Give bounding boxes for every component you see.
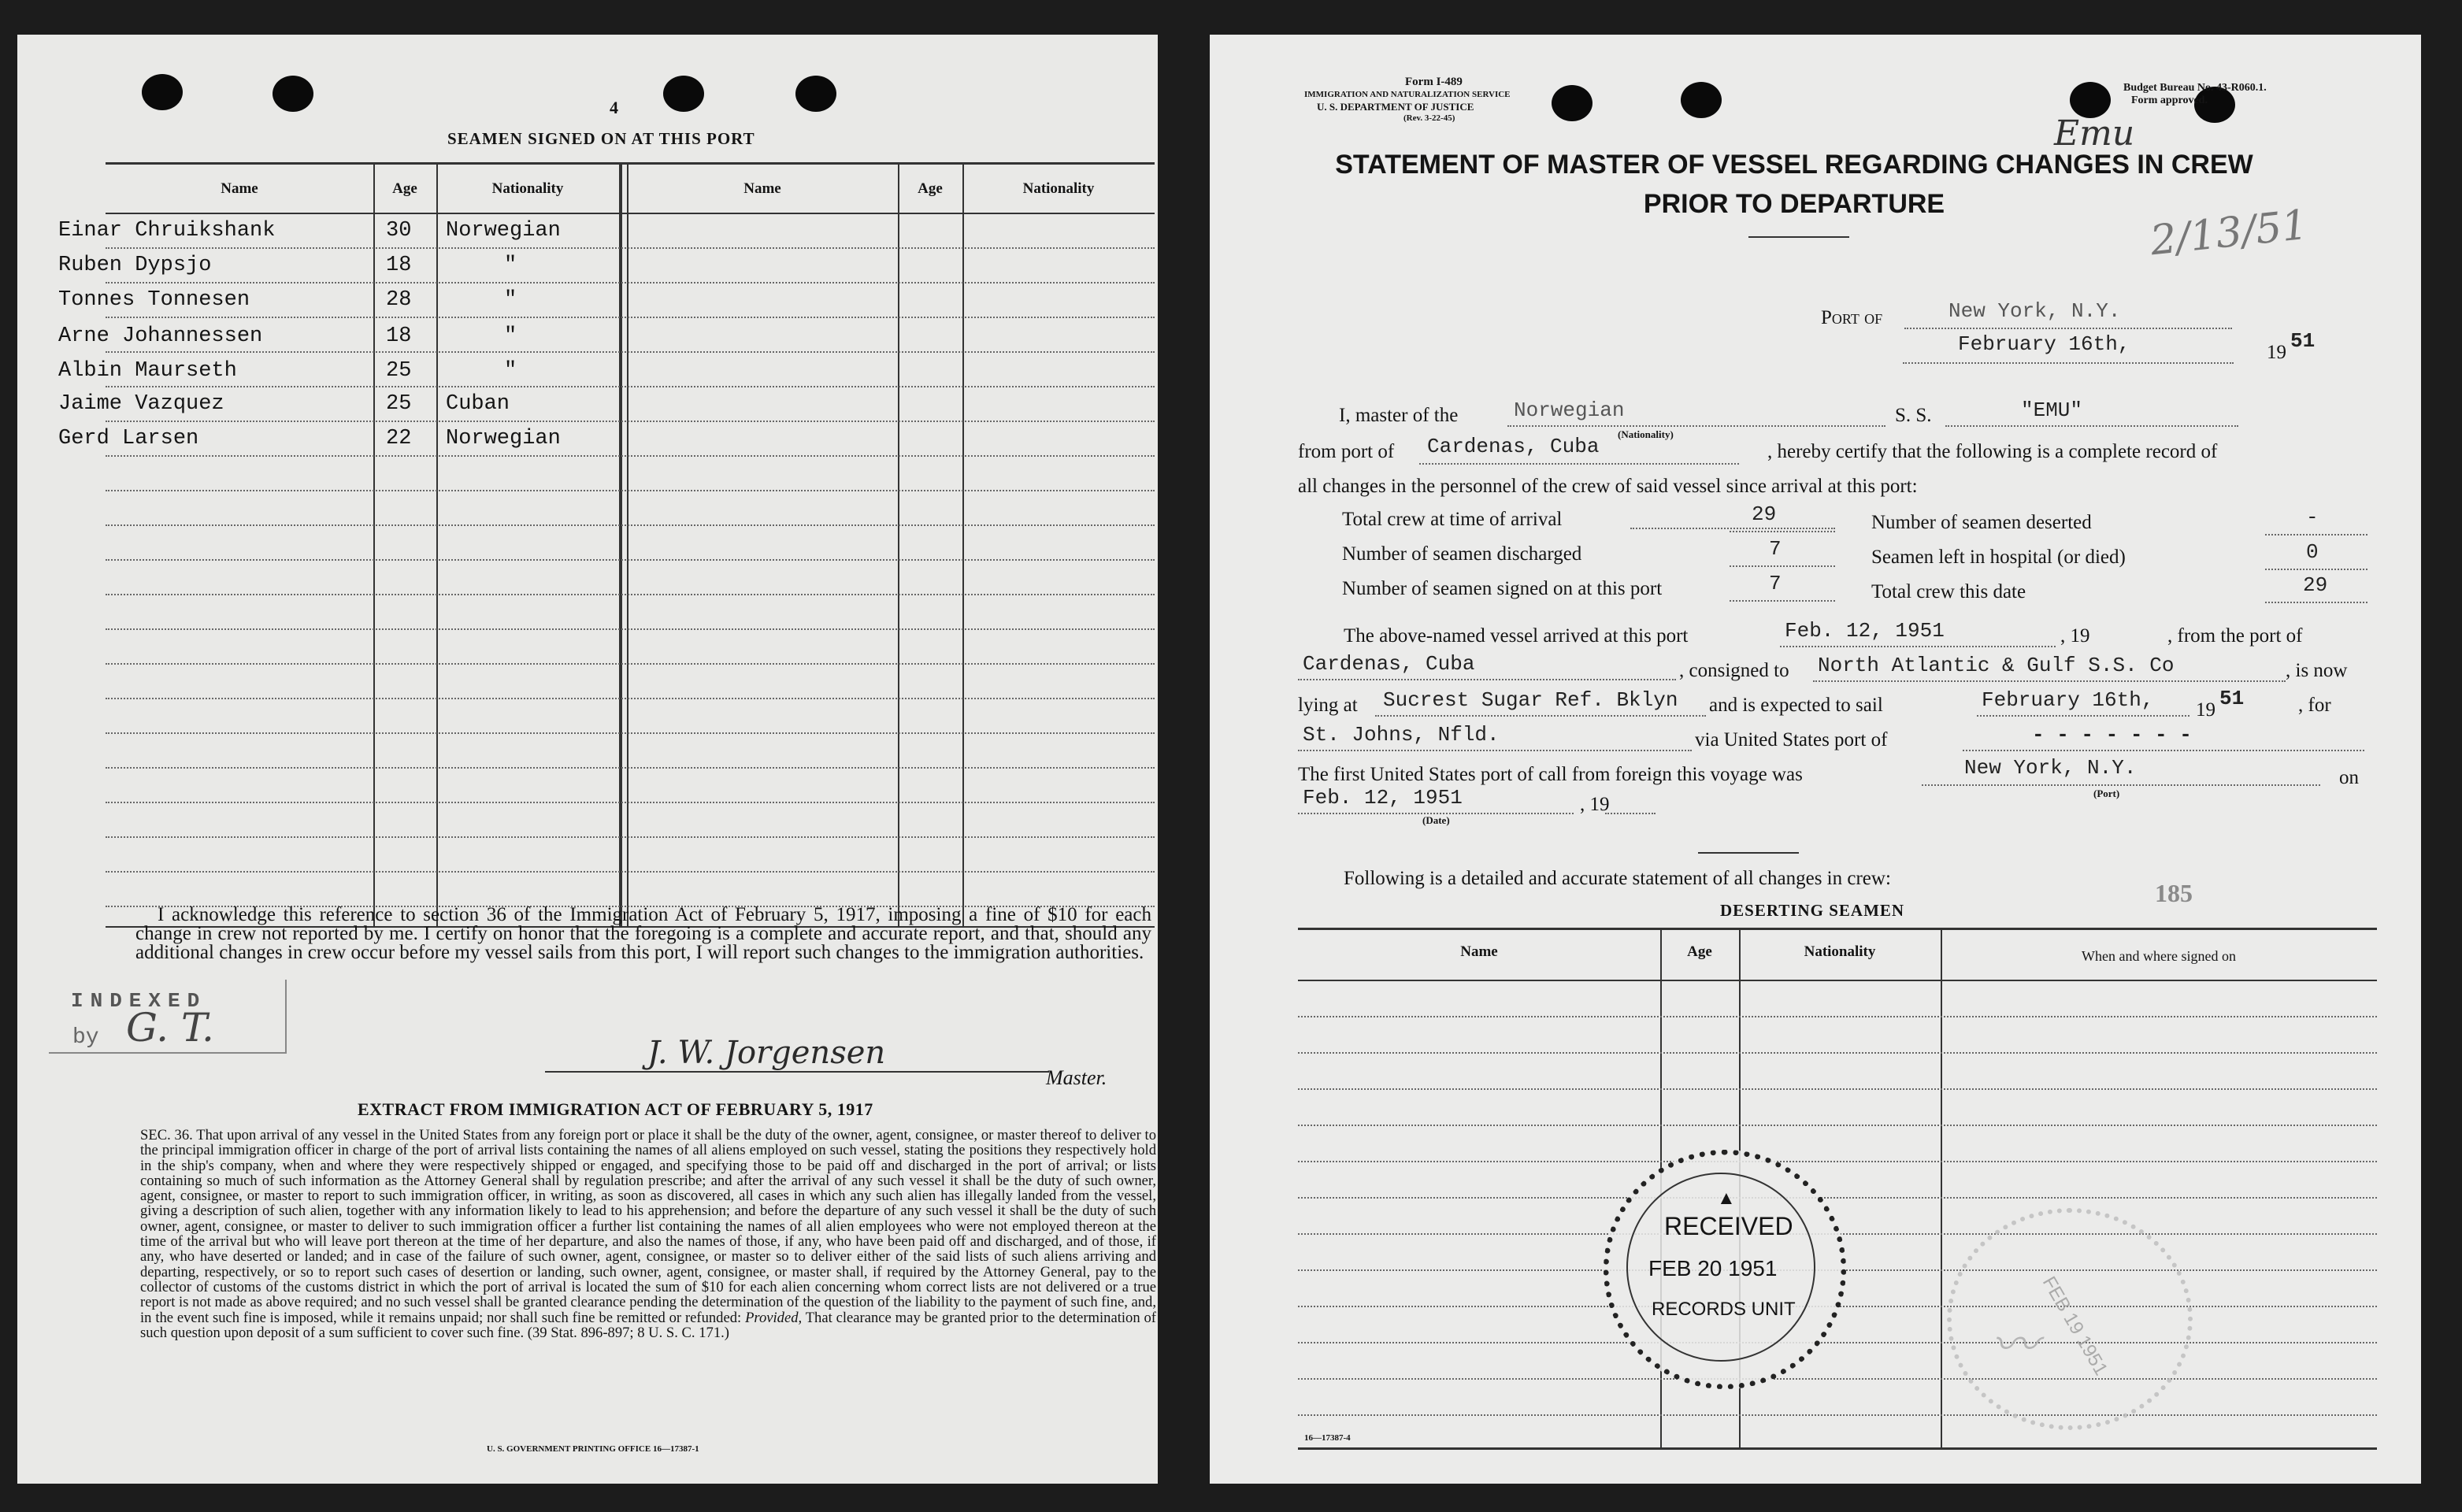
punch-hole bbox=[142, 74, 183, 110]
from-port2-line bbox=[1298, 679, 1676, 680]
stat-value: 7 bbox=[1769, 572, 1782, 595]
seaman-age: 18 bbox=[386, 324, 412, 348]
arrow-up-icon: ▲ bbox=[1717, 1188, 1736, 1209]
first-port-label: The first United States port of call from foreign this voyage was bbox=[1298, 764, 1803, 785]
seaman-name: Arne Johannessen bbox=[58, 324, 263, 348]
lying-label: lying at bbox=[1298, 695, 1358, 716]
via-value: - - - - - - - bbox=[2032, 723, 2192, 747]
stat-label: Number of seamen deserted bbox=[1871, 512, 2092, 533]
row-rule bbox=[106, 421, 1155, 422]
row-rule bbox=[106, 282, 1155, 284]
nationality-caption: (Nationality) bbox=[1618, 428, 1674, 440]
master-label: Master. bbox=[1046, 1066, 1107, 1089]
stat-line bbox=[2265, 569, 2367, 570]
seaman-age: 28 bbox=[386, 288, 412, 312]
center-divider bbox=[619, 162, 622, 926]
desert-row-rule bbox=[1298, 1342, 2377, 1343]
first-date-year: , 19 bbox=[1580, 794, 1610, 815]
desert-row-rule bbox=[1298, 1088, 2377, 1090]
arrived-value: Feb. 12, 1951 bbox=[1785, 619, 1945, 643]
stat-value: 29 bbox=[1752, 502, 1777, 526]
port-line bbox=[1904, 328, 2232, 329]
ss-label: S. S. bbox=[1895, 405, 1932, 426]
consigned-line bbox=[1813, 680, 2286, 682]
seaman-nationality: " bbox=[504, 324, 517, 348]
row-rule bbox=[106, 455, 1155, 457]
stat-line bbox=[1730, 565, 1835, 567]
extract-title: EXTRACT FROM IMMIGRATION ACT OF FEBRUARY 5, 1917 bbox=[358, 1099, 873, 1119]
faded-stamp bbox=[1947, 1208, 2193, 1430]
lying-value: Sucrest Sugar Ref. Bklyn bbox=[1383, 688, 1678, 712]
seaman-name: Tonnes Tonnesen bbox=[58, 288, 250, 312]
consigned-value: North Atlantic & Gulf S.S. Co bbox=[1818, 654, 2175, 677]
desert-header-name: Name bbox=[1460, 943, 1498, 960]
following-text: Following is a detailed and accurate statement of all changes in crew: bbox=[1344, 868, 1891, 889]
date-year-prefix: 19 bbox=[2267, 342, 2286, 363]
row-rule bbox=[106, 490, 1155, 491]
desert-header-nationality: Nationality bbox=[1804, 943, 1876, 960]
col-divider bbox=[436, 162, 438, 926]
first-year-line bbox=[1605, 813, 1656, 814]
seaman-age: 25 bbox=[386, 359, 412, 383]
row-rule bbox=[106, 559, 1155, 561]
nationality-value: Norwegian bbox=[1514, 398, 1625, 422]
seaman-name: Albin Maurseth bbox=[58, 359, 237, 383]
desert-row-rule bbox=[1298, 1125, 2377, 1126]
stat-line bbox=[2265, 602, 2367, 603]
first-port-line bbox=[1922, 784, 2320, 786]
desert-row-rule bbox=[1298, 1016, 2377, 1017]
row-rule bbox=[106, 802, 1155, 803]
punch-hole bbox=[1552, 85, 1593, 121]
stat-label: Number of seamen discharged bbox=[1342, 543, 1582, 565]
port-label: Port of bbox=[1821, 307, 1883, 328]
faded-stamp-scribble: 〰 bbox=[1991, 1317, 2038, 1373]
form-rev: (Rev. 3-22-45) bbox=[1403, 113, 1455, 123]
seaman-age: 25 bbox=[386, 392, 412, 416]
for-value: St. Johns, Nfld. bbox=[1303, 723, 1500, 747]
row-rule bbox=[106, 386, 1155, 387]
stat-label: Total crew this date bbox=[1871, 581, 2026, 602]
handwritten-vessel: Emu bbox=[2054, 113, 2135, 154]
via-line bbox=[1963, 750, 2364, 751]
stamp-received: RECEIVED bbox=[1664, 1212, 1793, 1240]
page-number: 4 bbox=[610, 98, 618, 117]
indexed-by-label: by bbox=[72, 1025, 99, 1050]
stat-value: 7 bbox=[1769, 537, 1782, 561]
expected-value: February 16th, bbox=[1982, 688, 2154, 712]
table-top-rule bbox=[106, 162, 1155, 165]
date-year: 51 bbox=[2290, 329, 2316, 353]
desert-table-top bbox=[1298, 928, 2377, 930]
stat-line bbox=[1730, 531, 1835, 532]
expected-year: 51 bbox=[2219, 687, 2245, 710]
first-port-value: New York, N.Y. bbox=[1964, 756, 2137, 780]
form-subtitle: PRIOR TO DEPARTURE bbox=[1643, 189, 1945, 219]
indexed-box bbox=[49, 980, 287, 1054]
port-caption: (Port) bbox=[2093, 788, 2120, 799]
first-date-value: Feb. 12, 1951 bbox=[1303, 786, 1463, 810]
date-caption: (Date) bbox=[1422, 814, 1450, 826]
punch-hole bbox=[663, 76, 704, 112]
punch-hole bbox=[1681, 82, 1722, 118]
row-rule bbox=[106, 698, 1155, 699]
desert-row-rule bbox=[1298, 1052, 2377, 1054]
seaman-nationality: Norwegian bbox=[446, 427, 561, 450]
seaman-name: Einar Chruikshank bbox=[58, 219, 276, 243]
for-line bbox=[1298, 750, 1692, 751]
col-header-age-2: Age bbox=[918, 180, 943, 197]
seaman-nationality: Norwegian bbox=[446, 219, 561, 243]
row-rule bbox=[106, 351, 1155, 353]
expected-label: and is expected to sail bbox=[1709, 695, 1883, 716]
from-port-line bbox=[1419, 463, 1739, 465]
handwritten-date: 2/13/51 bbox=[2148, 201, 2311, 265]
col-header-name-2: Name bbox=[743, 180, 781, 197]
from-port-of: , from the port of bbox=[2167, 625, 2303, 647]
stat-value: 0 bbox=[2306, 540, 2319, 564]
col-divider bbox=[962, 162, 964, 926]
seaman-nationality: " bbox=[504, 359, 517, 383]
table-header-rule bbox=[106, 213, 1155, 214]
row-rule bbox=[106, 663, 1155, 665]
nationality-line bbox=[1507, 425, 1885, 427]
ship-line bbox=[1945, 425, 2238, 427]
row-rule bbox=[106, 732, 1155, 734]
agency-line1: IMMIGRATION AND NATURALIZATION SERVICE bbox=[1304, 90, 1511, 99]
extract-text: SEC. 36. That upon arrival of any vessel in the United States from any foreign port or place it shall be the duty of the owner, agent, consignee, or master thereof to deliver to the principal immigration officer in charge of the port of arrival lists containing the names of all aliens employed on such vessel, stating the positions they respectively hold in the ship's company, when and where they were respectively shipped or engaged, and specifying those to be paid off and discharged in the port of arrival; or lists containing so much of such information as the Attorney General shall by regulation prescribe; and after the arrival of any such vessel it shall be the duty of such owner, agent, consignee, or master to report to such immigration officer, in writing, as soon as discovered, all cases in which any such alien has illegally landed from the vessel, giving a description of such alien, together with any information likely to lead to his apprehension; and before the departure of any such vessel it shall be the duty of such owner, agent, consignee, or master to deliver to such immigration officer a further list containing the names of all alien employees who were not employed thereon at the time of the arrival but who will leave port thereon at the time of her departure, and also the names of those, if any, who have been paid off and discharged, and of those, if any, who have deserted or landed; and in case of the failure of such owner, agent, consignee, or master so to deliver either of the said lists of such aliens arriving and departing, respectively, or so to report such cases of desertion or landing, such owner, agent, consignee, or master shall, if required by the Attorney General, pay to the collector of customs of the customs district in which the port of arrival is located the sum of $10 for each alien concerning whom correct lists are not delivered or a true report is not made as above required; and no such vessel shall be granted clearance pending the determination of the question of the liability to the payment of such fine, and, in the event such fine is imposed, while it remains unpaid; nor shall such fine be remitted or refunded: Provided, That clearance may be granted prior to the determination of such question upon deposit of a sum sufficient to cover such fine. (39 Stat. 896-897; 8 U. S. C. 171.) bbox=[140, 1127, 1156, 1341]
col-divider bbox=[898, 162, 899, 926]
signature-line bbox=[545, 1071, 1049, 1073]
leader bbox=[1630, 528, 1835, 529]
form-footer: 16—17387-4 bbox=[1304, 1433, 1351, 1443]
row-rule bbox=[106, 871, 1155, 873]
from-port-value: Cardenas, Cuba bbox=[1427, 435, 1600, 458]
agency-line2: U. S. DEPARTMENT OF JUSTICE bbox=[1317, 101, 1474, 113]
row-rule bbox=[106, 247, 1155, 249]
printing-office: U. S. GOVERNMENT PRINTING OFFICE 16—17387-1 bbox=[487, 1444, 699, 1454]
stat-line bbox=[2265, 534, 2367, 536]
seaman-age: 30 bbox=[386, 219, 412, 243]
date-value: February 16th, bbox=[1958, 332, 2130, 356]
stat-line bbox=[1730, 600, 1835, 602]
seaman-name: Gerd Larsen bbox=[58, 427, 199, 450]
page-number-185: 185 bbox=[2155, 879, 2193, 907]
certify-text-2: all changes in the personnel of the crew of said vessel since arrival at this port: bbox=[1298, 476, 1918, 497]
punch-hole bbox=[795, 76, 836, 112]
desert-row-rule bbox=[1298, 1161, 2377, 1162]
faded-stamp-date: FEB 19 1951 bbox=[2037, 1273, 2112, 1380]
col-divider bbox=[627, 162, 628, 926]
arrived-line bbox=[1780, 646, 2056, 647]
via-label: via United States port of bbox=[1695, 729, 1888, 750]
left-page bbox=[17, 35, 1158, 1484]
desert-header-age: Age bbox=[1687, 943, 1712, 960]
seaman-name: Jaime Vazquez bbox=[58, 392, 224, 416]
date-line bbox=[1903, 362, 2234, 364]
desert-row-rule bbox=[1298, 1378, 2377, 1380]
stat-value: - bbox=[2306, 506, 2319, 529]
desert-header-signed-on: When and where signed on bbox=[2082, 948, 2236, 964]
stat-value: 29 bbox=[2303, 573, 2328, 597]
deserting-title: DESERTING SEAMEN bbox=[1720, 901, 1905, 920]
consigned-label: , consigned to bbox=[1679, 660, 1789, 681]
seaman-age: 22 bbox=[386, 427, 412, 450]
from-port2-value: Cardenas, Cuba bbox=[1303, 652, 1475, 676]
stamp-date: FEB 20 1951 bbox=[1648, 1256, 1778, 1280]
arrived-year: , 19 bbox=[2060, 625, 2090, 647]
indexed-initials: G. T. bbox=[126, 1005, 214, 1051]
from-port-label: from port of bbox=[1298, 441, 1395, 462]
desert-header-rule bbox=[1298, 980, 2377, 981]
lying-line bbox=[1375, 715, 1706, 717]
master-of-label: I, master of the bbox=[1339, 405, 1459, 426]
stat-label: Seamen left in hospital (or died) bbox=[1871, 547, 2126, 568]
port-value: New York, N.Y. bbox=[1948, 299, 2121, 323]
form-approved: Form approved. bbox=[2131, 94, 2208, 106]
stat-label: Total crew at time of arrival bbox=[1342, 509, 1563, 530]
desert-row-rule bbox=[1298, 1414, 2377, 1416]
col-header-nationality: Nationality bbox=[491, 180, 564, 197]
master-signature: J. W. Jorgensen bbox=[647, 1035, 886, 1071]
row-rule bbox=[106, 836, 1155, 838]
col-header-name: Name bbox=[221, 180, 258, 197]
arrived-label: The above-named vessel arrived at this port bbox=[1344, 625, 1689, 647]
col-header-nationality-2: Nationality bbox=[1022, 180, 1095, 197]
desert-table-bottom bbox=[1298, 1447, 2377, 1450]
form-number: Form I-489 bbox=[1405, 76, 1463, 88]
desert-col-divider bbox=[1941, 928, 1942, 1447]
is-now-label: , is now bbox=[2286, 660, 2348, 681]
acknowledgment-text: I acknowledge this reference to section 36 of the Immigration Act of February 5, 1917, imposing a fine of $10 for each change in crew not reported by me. I certify on honor that the foregoing is a complete and accurate report, and that, should any additional changes in crew occur before my vessel sails from this port, I will report such changes to the immigration authorities. bbox=[135, 904, 1151, 963]
col-divider bbox=[373, 162, 375, 926]
budget-bureau: Budget Bureau No. 43-R060.1. bbox=[2123, 82, 2267, 94]
on-label: on bbox=[2339, 767, 2359, 788]
right-page bbox=[1210, 35, 2421, 1484]
form-title: STATEMENT OF MASTER OF VESSEL REGARDING CHANGES IN CREW bbox=[1335, 150, 2253, 180]
row-rule bbox=[106, 524, 1155, 526]
stat-label: Number of seamen signed on at this port bbox=[1342, 578, 1663, 599]
section-title: SEAMEN SIGNED ON AT THIS PORT bbox=[447, 129, 755, 148]
row-rule bbox=[106, 767, 1155, 769]
certify-text: , hereby certify that the following is a complete record of bbox=[1767, 441, 2218, 462]
expected-year-prefix: 19 bbox=[2196, 699, 2215, 721]
col-header-age: Age bbox=[392, 180, 417, 197]
title-rule bbox=[1748, 236, 1849, 238]
for-label: , for bbox=[2298, 695, 2331, 716]
stamp-records-unit: RECORDS UNIT bbox=[1652, 1299, 1796, 1320]
punch-hole bbox=[273, 76, 313, 112]
row-rule bbox=[106, 594, 1155, 595]
seaman-name: Ruben Dypsjo bbox=[58, 254, 212, 277]
row-rule bbox=[106, 317, 1155, 318]
received-stamp bbox=[1604, 1150, 1846, 1389]
ship-name: "EMU" bbox=[2021, 398, 2083, 422]
seaman-nationality: Cuban bbox=[446, 392, 510, 416]
expected-line bbox=[1977, 715, 2189, 717]
desert-row-rule bbox=[1298, 1197, 2377, 1199]
seaman-age: 18 bbox=[386, 254, 412, 277]
seaman-nationality: " bbox=[504, 288, 517, 312]
divider-rule bbox=[1698, 852, 1799, 854]
seaman-nationality: " bbox=[504, 254, 517, 277]
indexed-stamp: INDEXED bbox=[71, 989, 207, 1013]
row-rule bbox=[106, 628, 1155, 630]
